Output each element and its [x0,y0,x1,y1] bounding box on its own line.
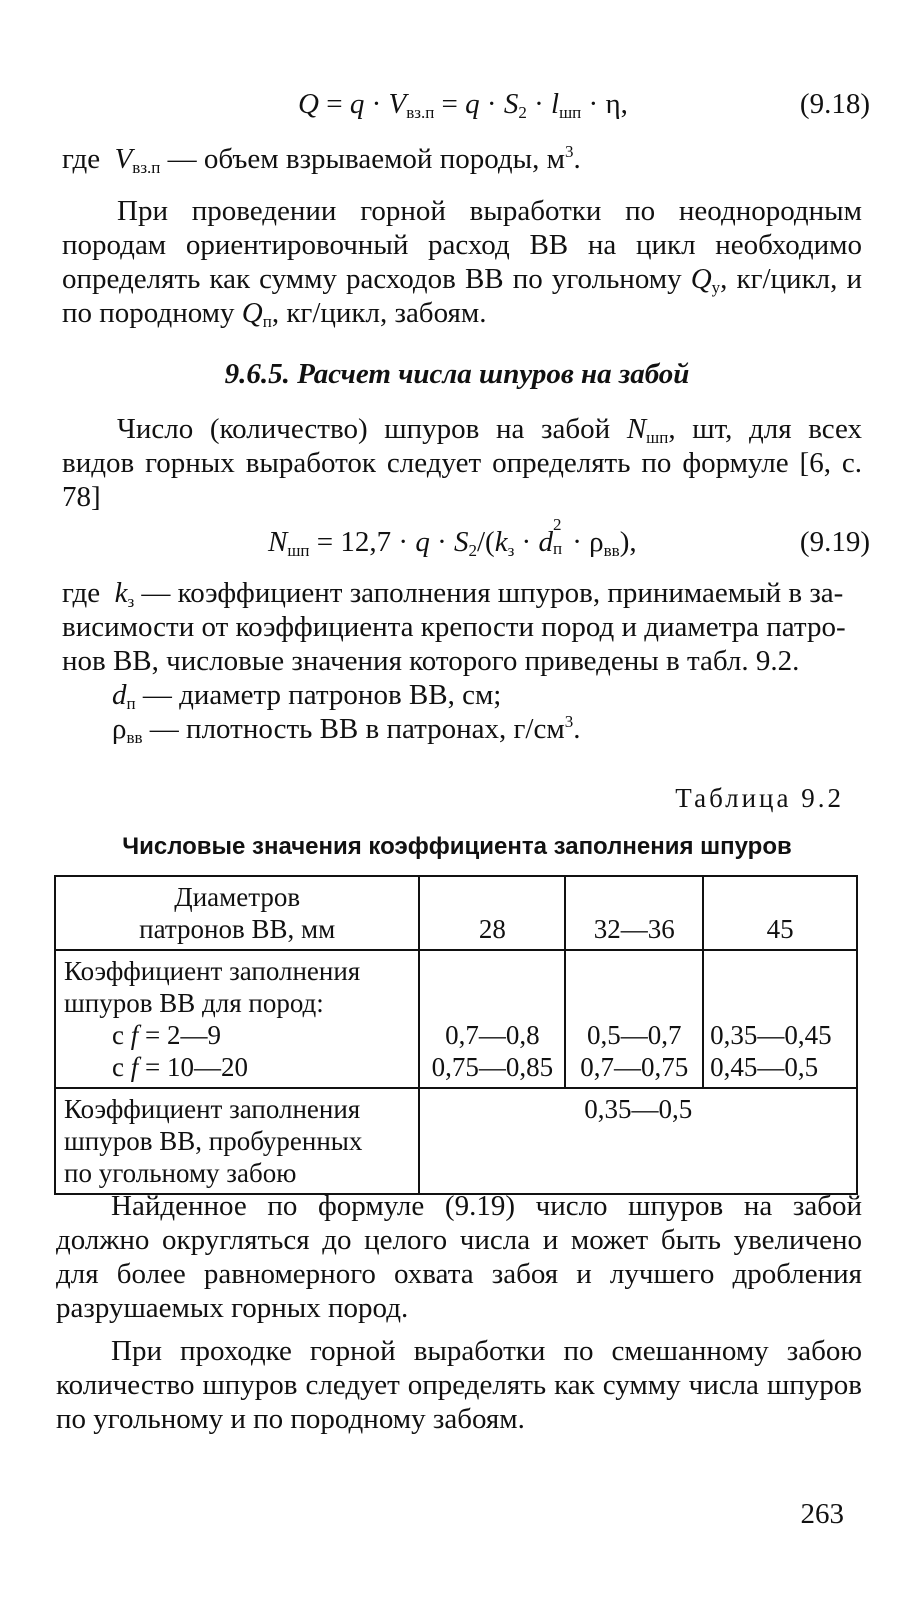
var-q-subscript: п [262,312,272,331]
var-f: f [130,1020,139,1050]
table-cell-merged: 0,35—0,5 [419,1088,857,1194]
section-heading: 9.6.5. Расчет числа шпуров на забой [224,358,690,390]
var-d-scripts [552,515,565,558]
table-row [55,950,857,1088]
equals-sign: = [434,88,466,120]
var-q: q [465,88,480,120]
table-header-row [55,876,857,950]
paragraph-rounding: Найденное по формуле (9.19) число шпуров на забой должно округляться до целого числа и может быть увеличено для более равномерного охвата забоя и лучшего дробления разрушаемых горных пород. [56,1190,862,1324]
table-title: Числовые значения коэффициента заполнения шпуров [122,833,792,860]
where-d-line [112,679,501,712]
period: . [573,143,581,175]
dot-operator: · [514,526,539,558]
paragraph-hole-count [62,412,862,514]
where-k-line1 [62,577,843,610]
para-text: При проведении горной выработки по неоднородным породам ориентировочный расход ВВ на цикл необходимо определять как сумму расходов ВВ по угольному [62,195,862,295]
var-f: f [130,1052,139,1082]
where-d-text: — диаметр патронов ВВ, см; [135,679,502,711]
row-label-line: шпуров ВВ для пород: [64,988,324,1018]
period: . [573,713,581,745]
where-rho-text: — плотность ВВ в патронах, г/см [142,713,565,745]
sublabel-prefix: с [112,1052,131,1082]
var-rho: ρ [112,713,127,745]
unit-superscript: 3 [564,142,574,161]
var-q: Q [690,263,712,295]
var-q-subscript: у [711,278,721,297]
var-n-subscript: шп [646,428,669,447]
para-text: , кг/цикл, забоям. [271,297,487,329]
coefficient-table [54,875,858,1195]
table-cell [703,950,857,1088]
table-cell [419,950,565,1088]
where-word: где [62,143,101,175]
dot-operator: · [526,88,551,120]
var-s: S [453,526,469,558]
cell-value: 0,75—0,85 [431,1052,554,1082]
row-label-line: Коэффициент заполнения [64,956,361,986]
row-label-line: шпуров ВВ, пробуренных [64,1126,363,1156]
row-sublabel [64,1019,410,1051]
formula-9-18 [60,88,870,128]
var-v-subscript: вз.п [132,158,161,177]
var-l-subscript: шп [559,103,582,122]
var-q-total: Q [298,88,319,120]
header-line: Диаметров [174,882,301,912]
unit-superscript: 3 [564,712,574,731]
formula-9-19-expression [268,515,637,560]
var-k: k [494,526,508,558]
var-n: N [268,526,288,558]
where-v-text: — объем взрываемой породы, м [160,143,565,175]
sublabel-range: = 10—20 [138,1052,248,1082]
table-cell [565,950,703,1088]
var-d: d [112,679,127,711]
cell-value: 0,7—0,8 [445,1020,540,1050]
para-text: , шт, для всех видов горных выработок следует определять по формуле [6, с. 78] [62,413,862,513]
var-d-subscript: п [552,539,563,558]
dot-operator: · [429,526,454,558]
var-rho-subscript: вв [603,541,620,560]
formula-text: = 12,7 · [309,526,416,558]
var-q: q [415,526,430,558]
var-d-superscript: 2 [552,515,562,534]
table-label: Таблица 9.2 [675,783,844,813]
row-label-line: по угольному забою [64,1158,297,1188]
cell-value: 0,7—0,75 [580,1052,689,1082]
var-s: S [503,88,519,120]
row-sublabel [64,1051,410,1083]
dot-operator: · [581,88,606,120]
cell-value: 0,45—0,5 [710,1052,819,1082]
sublabel-range: = 2—9 [138,1020,221,1050]
table-header-cell: 45 [703,876,857,950]
table-row [55,1088,857,1194]
var-d: d [538,526,553,558]
var-q: q [349,88,365,120]
var-s-subscript: 2 [468,541,477,560]
table-header-cell [55,876,419,950]
formula-text: /( [476,526,495,558]
var-eta: η, [605,88,628,120]
para-text: Число (количество) шпуров на забой [117,413,627,445]
var-k-subscript: з [507,541,515,560]
where-v-line [62,143,581,176]
cell-value: 0,5—0,7 [586,1020,682,1050]
var-rho: ρ [589,526,604,558]
var-q: Q [241,297,263,329]
where-rho-line [112,713,580,746]
where-k-text: — коэффициент заполнения шпуров, принимаемый в за- [134,577,844,609]
sublabel-prefix: с [112,1020,131,1050]
dot-operator: · [364,88,389,120]
formula-number: (9.18) [799,88,870,120]
equals-sign: = [318,88,350,120]
var-s-subscript: 2 [518,103,527,122]
table-row-label [55,1088,419,1194]
formula-text: ), [619,526,637,558]
para-text: , кг/цикл, и по породному [62,263,862,329]
var-l: l [551,88,560,120]
table-row-label [55,950,419,1088]
formula-number: (9.19) [799,526,870,558]
var-n-subscript: шп [287,541,310,560]
var-d-subscript: п [126,694,136,713]
where-word: где [62,577,101,609]
var-n: N [626,413,647,445]
table-header-cell: 32—36 [565,876,703,950]
page-number: 263 [800,1498,844,1530]
paragraph-mixed-rock [62,194,862,330]
formula-9-19 [60,515,870,566]
var-k: k [114,577,128,609]
cell-value: 0,35—0,45 [710,1020,832,1050]
var-v: V [388,88,407,120]
var-k-subscript: з [127,592,135,611]
dot-operator: · [564,526,590,558]
header-line: патронов ВВ, мм [139,914,336,944]
paragraph-mixed-face: При проходке горной выработки по смешанному забою количество шпуров следует определять как сумму числа шпуров по угольному и по породному забоям. [56,1335,862,1435]
where-k-line3: нов ВВ, числовые значения которого приведены в табл. 9.2. [62,645,800,677]
var-v-subscript: вз.п [406,103,435,122]
var-v: V [114,143,133,175]
var-rho-subscript: вв [126,728,143,747]
dot-operator: · [479,88,504,120]
row-label-line: Коэффициент заполнения [64,1094,361,1124]
where-k-line2: висимости от коэффициента крепости пород и диаметра патро- [62,611,846,643]
table-header-cell: 28 [419,876,565,950]
formula-9-18-expression [298,88,628,121]
